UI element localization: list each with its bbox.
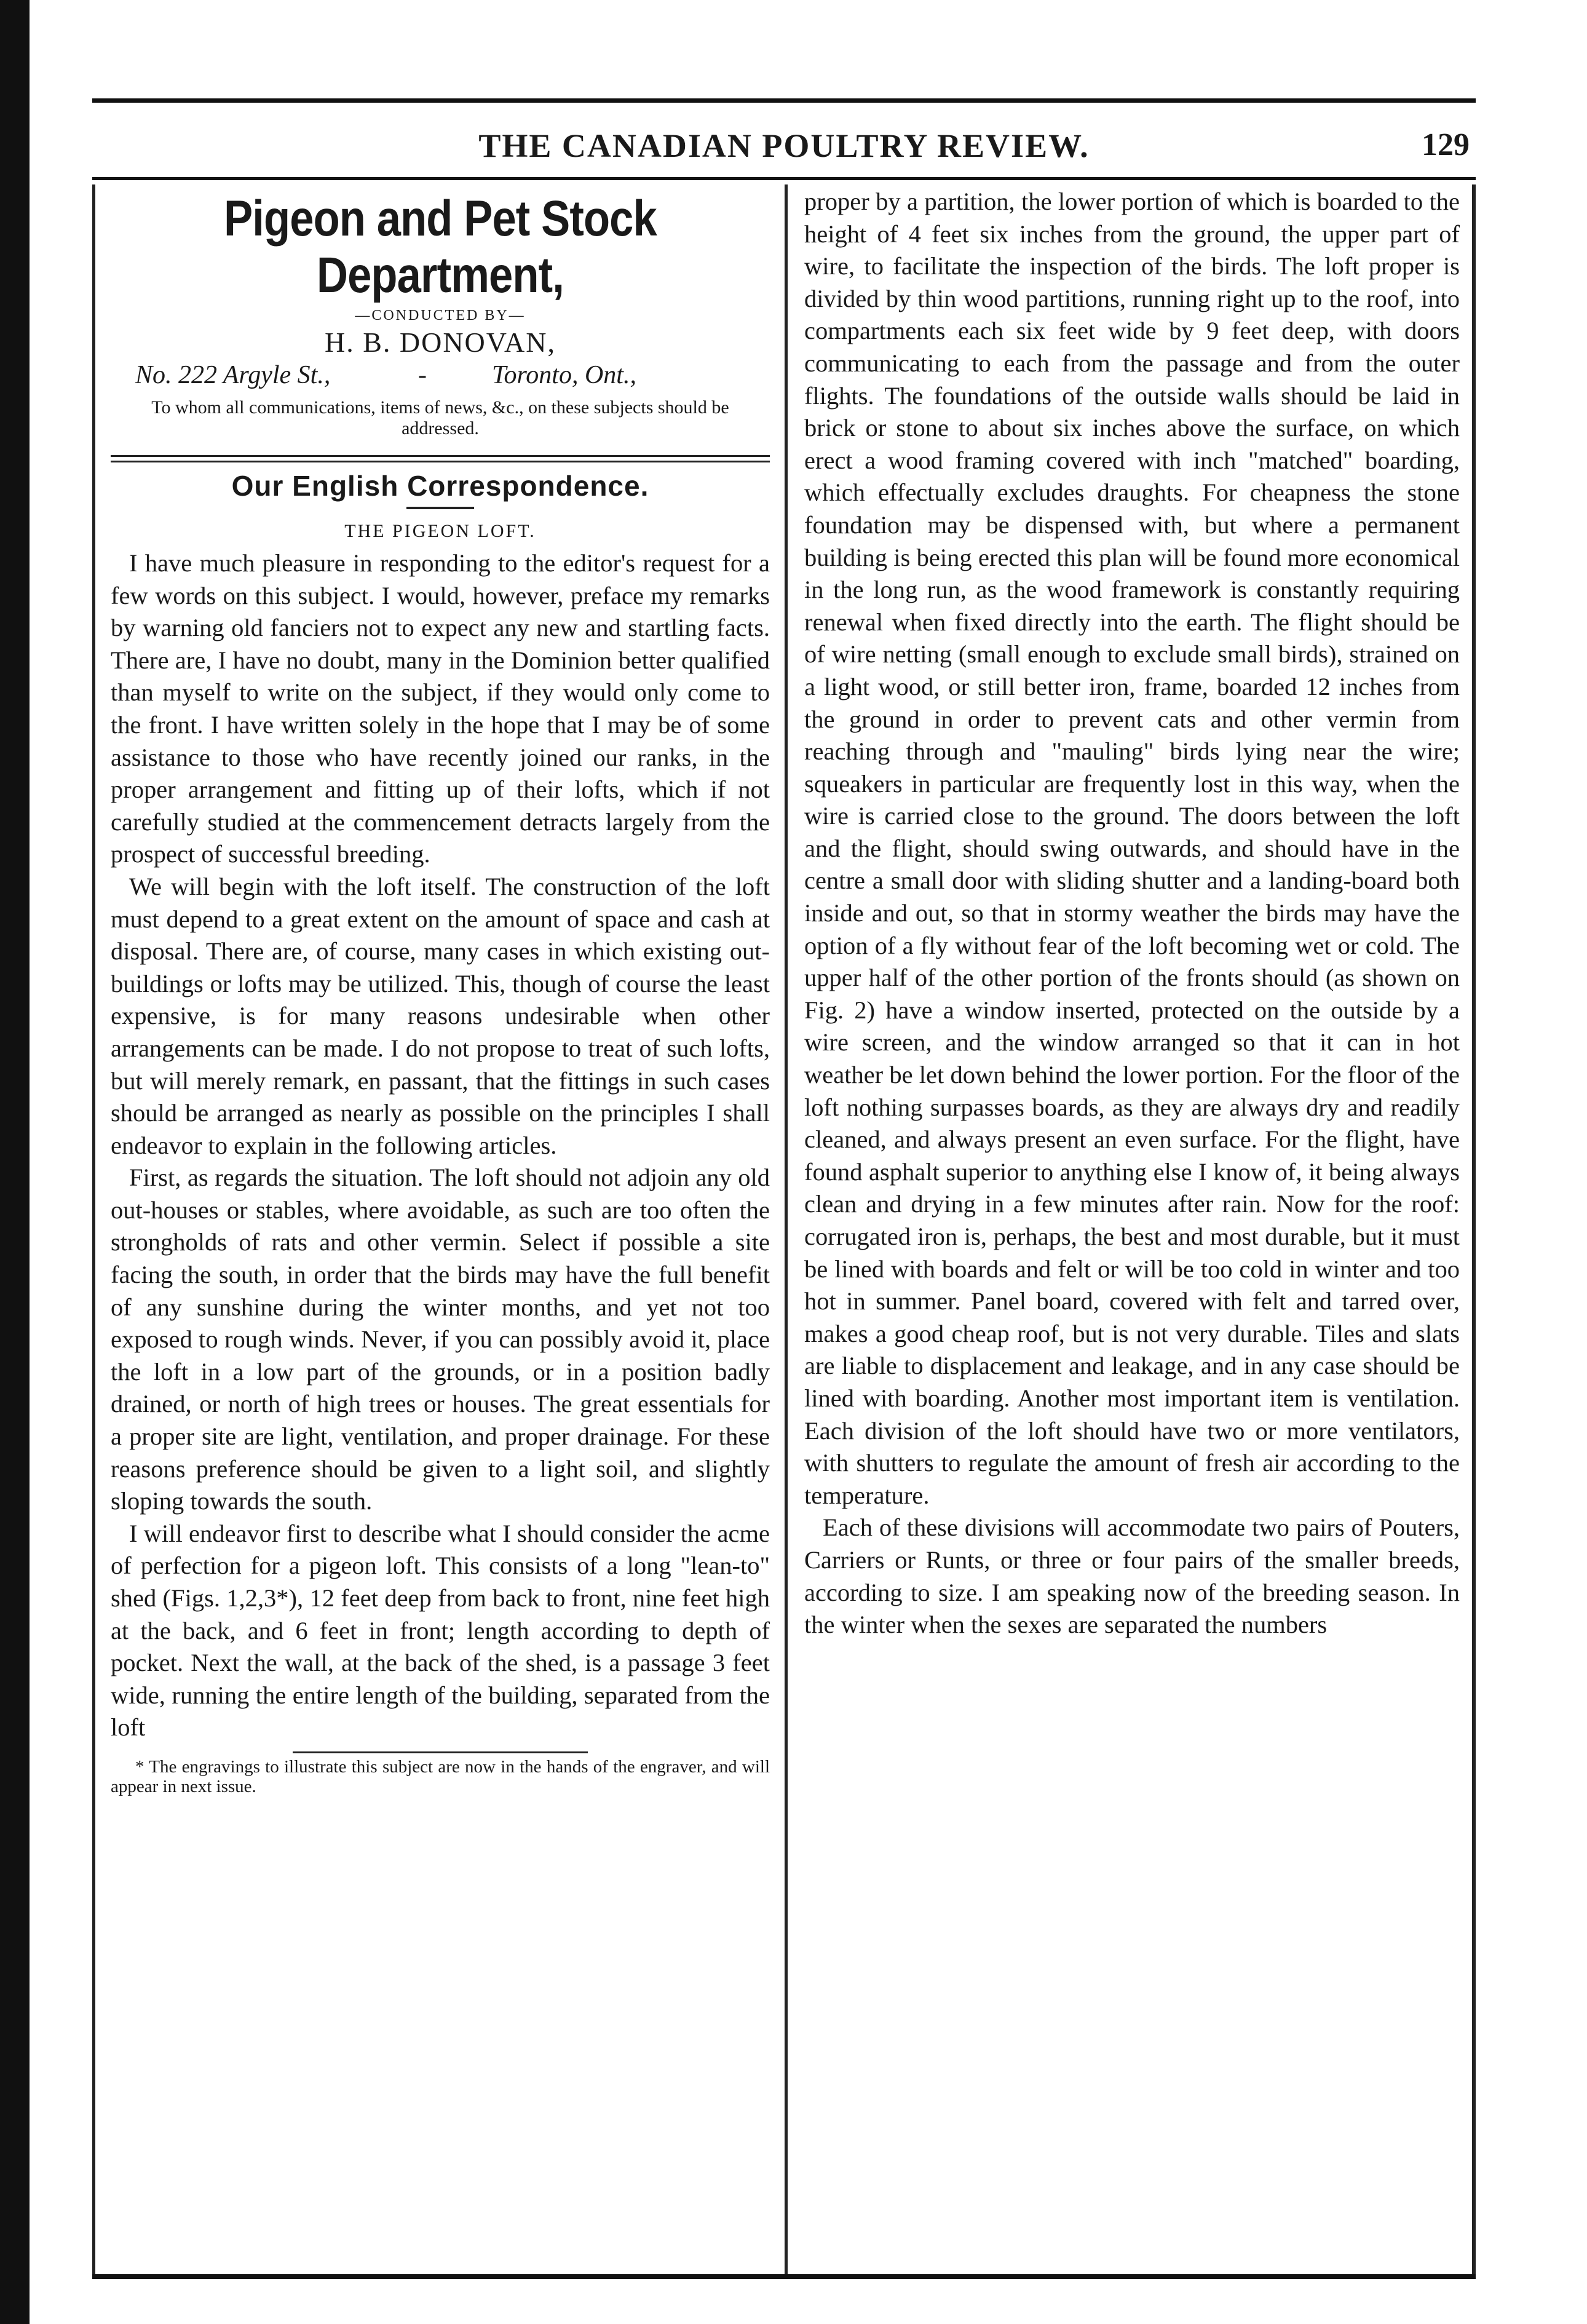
address-street: No. 222 Argyle St.,: [135, 361, 331, 389]
paragraph-6: Each of these divisions will accommodate two pairs of Pouters, Carriers or Runts, or three or four pairs of the smaller breeds, according to size. I am speaking now of the breeding season. In the winter when the sexes are separated the numbers: [804, 1513, 1460, 1639]
paragraph-3: First, as regards the situation. The loft should not adjoin any old out-houses or stables, where avoidable, as such are too often the strongholds of rats and other vermin. Select if possible a site facing the south, in order that the birds may have the full benefit of any sunshine during the winter months, and yet not too exposed to rough winds. Never, if you can possibly avoid it, place the loft in a low part of the grounds, or in a position badly drained, or north of high trees or houses. The great essentials for a proper site are light, ventilation, and proper drainage. For these reasons preference should be given to a light soil, and slightly sloping towards the south.: [111, 1164, 770, 1515]
conducted-by-line: —CONDUCTED BY—: [355, 307, 526, 323]
title-underline: [406, 507, 474, 509]
paragraph-2: We will begin with the loft itself. The construction of the loft must depend to a great extent on the amount of space and cash at disposal. There are, of course, many cases in which existing out-buildings or lofts may be utilized. This, though of course the least expensive, is for many reasons undesirable when other arrangements can be made. I do not propose to treat of such lofts, but will merely remark, en passant, that the fittings in such cases should be arranged as nearly as possible on the principles I shall endeavor to explain in the following articles.: [111, 872, 770, 1159]
contact-notice: To whom all communications, items of news, &c., on these subjects should be addressed.: [151, 397, 729, 438]
frame-right-rule: [1472, 184, 1476, 2275]
page-header: [92, 123, 1476, 178]
right-column: [804, 186, 1460, 1641]
bottom-rule: [92, 2274, 1476, 2279]
editor-name: H. B. DONOVAN,: [324, 327, 556, 358]
footnote: * The engravings to illustrate this subject are now in the hands of the engraver, and will appear in next issue.: [111, 1756, 770, 1796]
paragraph-4: I will endeavor first to describe what I should consider the acme of perfection for a pigeon loft. This consists of a long "lean-to" shed (Figs. 1,2,3*), 12 feet deep from back to front, nine feet high at the back, and 6 feet in front; length according to depth of pocket. Next the wall, at the back of the shed, is a passage 3 feet wide, running the entire length of the building, separated from the loft: [111, 1519, 770, 1742]
editor-address: [111, 359, 770, 394]
running-title: THE CANADIAN POULTRY REVIEW.: [478, 127, 1090, 164]
address-separator: -: [418, 361, 427, 389]
section-double-rule: [111, 455, 770, 462]
column-divider: [785, 184, 788, 2275]
article-subhead: THE PIGEON LOFT.: [344, 521, 536, 541]
binding-gap: [30, 0, 43, 2324]
header-rule: [92, 177, 1476, 180]
section-title: Our English Correspondence.: [231, 470, 649, 502]
left-column: [111, 191, 770, 1796]
top-rule: [92, 98, 1476, 103]
address-city: Toronto, Ont.,: [492, 361, 636, 389]
department-title: Pigeon and Pet Stock Department,: [224, 191, 657, 303]
paragraph-5: proper by a partition, the lower portion of which is boarded to the height of 4 feet six inches from the ground, the upper part of wire, to facilitate the inspection of the birds. The loft proper is divided by thin wood partitions, running right up to the roof, into compartments each six feet wide by 9 feet deep, with doors communicating to each from the passage and from the outer flights. The foundations of the outside walls should be laid in brick or stone to about six inches above the surface, on which erect a wood framing covered with inch "matched" boarding, which effectually excludes draughts. For cheapness the stone foundation may be dispensed with, but where a permanent building is being erected this plan will be found more economical in the long run, as the wood framework is constantly requiring renewal when fixed directly into the earth. The flight should be of wire netting (small enough to exclude small birds), strained on a light wood, or still better iron, frame, boarded 12 inches from the ground in order to prevent cats and other vermin from reaching through and "mauling" birds lying near the wire; squeakers in particular are frequently lost in this way, when the wire is carried close to the ground. The doors between the loft and the flight, should swing outwards, and should have in the centre a small door with sliding shutter and a landing-board both inside and out, so that in stormy weather the birds may have the option of a fly without fear of the loft becoming wet or cold. The upper half of the other portion of the fronts should (as shown on Fig. 2) have a window inserted, protected on the outside by a wire screen, and the window arranged so that it can in hot weather be let down behind the lower portion. For the floor of the loft nothing surpasses boards, as they are always dry and readily cleaned, and always present an even surface. For the flight, have found asphalt superior to anything else I know of, it being always clean and drying in a few minutes after rain. Now for the roof: corrugated iron is, perhaps, the best and most durable, but it must be lined with boards and felt or will be too cold in winter and too hot in summer. Panel board, covered with felt and tarred over, makes a good cheap roof, but is not very durable. Tiles and slats are liable to displacement and leakage, and in any case should be lined with boarding. Another most important item is ventilation. Each division of the loft should have two or more ventilators, with shutters to regulate the amount of fresh air according to the temperature.: [804, 188, 1460, 1509]
page-number: 129: [1422, 127, 1470, 162]
footnote-rule: [293, 1751, 588, 1753]
binding-edge: [0, 0, 30, 2324]
frame-left-rule: [92, 184, 95, 2275]
paragraph-1: I have much pleasure in responding to the editor's request for a few words on this subject. I would, however, preface my remarks by warning old fanciers not to expect any new and startling facts. There are, I have no doubt, many in the Dominion better qualified than myself to write on the subject, if they would only come to the front. I have written solely in the hope that I may be of some assistance to those who have recently joined our ranks, in the proper arrangement and fitting up of their lofts, which if not carefully studied at the commencement detracts largely from the prospect of successful breeding.: [111, 549, 770, 868]
newspaper-page: [92, 98, 1476, 2288]
